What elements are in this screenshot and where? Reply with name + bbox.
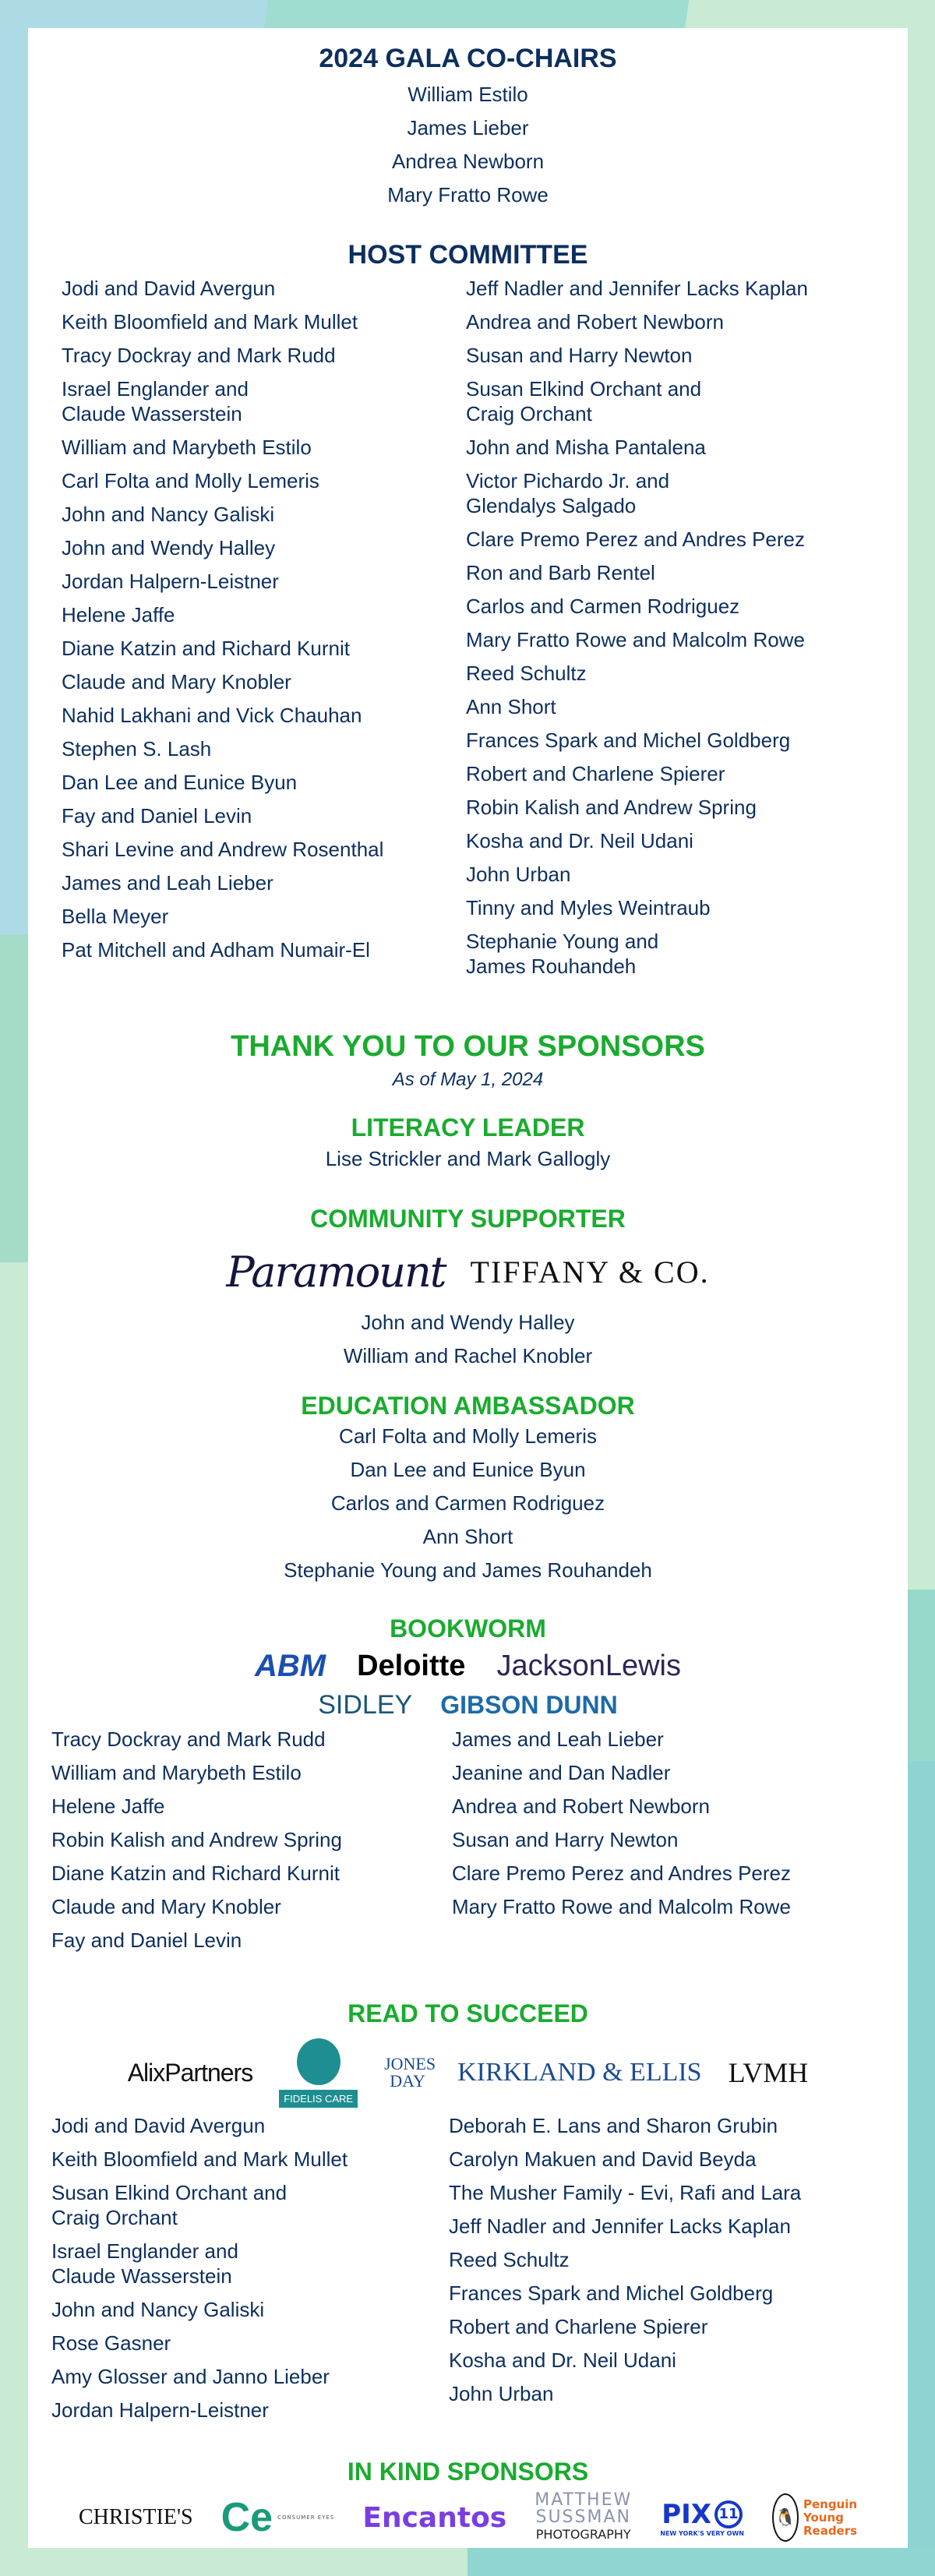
list-item: Tracy Dockray and Mark Rudd	[62, 344, 336, 367]
list-item: Amy Glosser and Janno Lieber	[51, 2365, 330, 2388]
list-item: Jeff Nadler and Jennifer Lacks Kaplan	[466, 277, 808, 300]
ms-line-1: MATTHEW	[535, 2490, 633, 2510]
sponsor-name: William and Rachel Knobler	[343, 1344, 593, 1367]
fidelis-care-text: FIDELIS CARE	[279, 2090, 358, 2108]
list-item: Nahid Lakhani and Vick Chauhan	[62, 704, 362, 727]
list-item: Robert and Charlene Spierer	[449, 2315, 708, 2338]
deloitte-logo: Deloitte	[357, 1649, 466, 1682]
list-item: Kosha and Dr. Neil Udani	[466, 829, 693, 852]
cochairs-list	[28, 78, 908, 212]
list-item: Carl Folta and Molly Lemeris	[62, 469, 319, 492]
lvmh-logo: LVMH	[728, 2057, 809, 2088]
host-committee-title: HOST COMMITTEE	[348, 240, 588, 270]
education-ambassador-title: EDUCATION AMBASSADOR	[301, 1392, 635, 1420]
list-item: Reed Schultz	[449, 2248, 570, 2271]
pix-text: PIX	[662, 2498, 711, 2530]
as-of-date: As of May 1, 2024	[392, 1069, 544, 1090]
list-item: Jordan Halpern-Leistner	[62, 570, 279, 593]
tiffany-logo: TIFFANY & CO.	[470, 1254, 710, 1290]
list-item: Carlos and Carmen Rodriguez	[466, 595, 740, 618]
in-kind-sponsors-title: IN KIND SPONSORS	[347, 2458, 589, 2486]
list-item: John Urban	[466, 863, 571, 886]
list-item: John and Nancy Galiski	[62, 503, 275, 526]
list-item: John and Nancy Galiski	[51, 2298, 265, 2321]
abm-logo: ABM	[254, 1648, 326, 1683]
list-item: Clare Premo Perez and Andres Perez	[452, 1861, 791, 1885]
eleven-circle: 11	[714, 2500, 743, 2528]
bookworm-logos-row-1	[28, 1646, 908, 1686]
literacy-leader-list	[28, 1142, 908, 1176]
fidelis-figure-icon	[297, 2038, 340, 2085]
list-item: Jordan Halpern-Leistner	[51, 2398, 269, 2422]
list-item: Carolyn Makuen and David Beyda	[449, 2147, 757, 2171]
alixpartners-logo: AlixPartners	[127, 2058, 253, 2087]
penguin-line-2: Young	[803, 2510, 844, 2525]
list-item: James and Leah Lieber	[62, 871, 273, 895]
ms-line-2: SUSSMAN	[535, 2507, 631, 2527]
list-item: Claude and Mary Knobler	[62, 670, 291, 693]
list-item: Keith Bloomfield and Mark Mullet	[51, 2147, 348, 2171]
list-item: Bella Meyer	[62, 905, 169, 928]
list-item: Tinny and Myles Weintraub	[466, 896, 711, 919]
penguin-text	[803, 2498, 857, 2538]
list-item: Israel Englander and Claude Wasserstein	[62, 377, 249, 425]
sponsor-name: Dan Lee and Eunice Byun	[350, 1458, 586, 1481]
sponsors-title: THANK YOU TO OUR SPONSORS	[231, 1030, 705, 1063]
penguin-line-1: Penguin	[803, 2497, 858, 2511]
christies-logo: CHRISTIE'S	[78, 2505, 193, 2529]
jacksonlewis-logo: JacksonLewis	[496, 1649, 681, 1682]
cochair-name: Andrea Newborn	[391, 150, 545, 173]
sidley-logo: SIDLEY	[318, 1689, 413, 1720]
in-kind-logos	[28, 2490, 908, 2545]
sponsor-name: Stephanie Young and James Rouhandeh	[284, 1558, 652, 1582]
list-item: Susan Elkind Orchant and Craig Orchant	[51, 2181, 288, 2229]
list-item: Mary Fratto Rowe and Malcolm Rowe	[452, 1895, 791, 1918]
list-item: James and Leah Lieber	[452, 1727, 664, 1751]
sponsor-name: Ann Short	[422, 1525, 513, 1548]
sponsor-name: John and Wendy Halley	[361, 1311, 575, 1334]
list-item: Jodi and David Avergun	[62, 277, 276, 300]
list-item: William and Marybeth Estilo	[62, 436, 312, 459]
list-item: Fay and Daniel Levin	[62, 804, 252, 827]
pix11-tagline: NEW YORK'S VERY OWN	[660, 2529, 744, 2537]
list-item: John and Misha Pantalena	[466, 436, 706, 459]
ms-line-3: PHOTOGRAPHY	[535, 2527, 631, 2542]
paramount-logo: Paramount	[226, 1247, 446, 1297]
read-to-succeed-left-column	[51, 2113, 441, 2431]
list-item: Robert and Charlene Spierer	[466, 762, 725, 785]
fidelis-care-logo	[279, 2038, 358, 2108]
list-item: Israel Englander and Claude Wasserstein	[51, 2239, 238, 2288]
penguin-line-3: Readers	[803, 2523, 858, 2538]
list-item: Andrea and Robert Newborn	[466, 310, 724, 333]
pix11-logo	[660, 2499, 744, 2537]
list-item: Susan Elkind Orchant and Craig Orchant	[466, 377, 702, 425]
list-item: John and Wendy Halley	[62, 536, 276, 559]
list-item: Diane Katzin and Richard Kurnit	[62, 637, 350, 660]
list-item: Ann Short	[466, 695, 556, 718]
list-item: Frances Spark and Michel Goldberg	[449, 2281, 774, 2305]
cochair-name: Mary Fratto Rowe	[387, 183, 549, 206]
bookworm-right-column	[452, 1727, 888, 1928]
education-ambassador-list	[28, 1420, 908, 1587]
list-item: Robin Kalish and Andrew Spring	[51, 1828, 342, 1851]
list-item: Pat Mitchell and Adham Numair-El	[62, 938, 370, 962]
sponsor-name: Carl Folta and Molly Lemeris	[339, 1424, 597, 1448]
list-item: Andrea and Robert Newborn	[452, 1794, 710, 1818]
list-item: Deborah E. Lans and Sharon Grubin	[449, 2114, 778, 2137]
consumer-eyes-logo	[221, 2494, 335, 2541]
list-item: Helene Jaffe	[51, 1794, 165, 1818]
list-item: Claude and Mary Knobler	[51, 1895, 281, 1918]
list-item: Jeff Nadler and Jennifer Lacks Kaplan	[449, 2214, 791, 2238]
bookworm-left-column	[51, 1727, 441, 1961]
cochair-name: William Estilo	[408, 83, 528, 106]
list-item: Helene Jaffe	[62, 603, 175, 626]
list-item: Diane Katzin and Richard Kurnit	[51, 1861, 340, 1885]
matthew-sussman-logo	[535, 2492, 632, 2543]
sponsor-name: Lise Strickler and Mark Gallogly	[325, 1147, 611, 1170]
community-supporter-logos	[28, 1240, 908, 1303]
list-item: Mary Fratto Rowe and Malcolm Rowe	[466, 628, 805, 651]
cochair-name: James Lieber	[407, 116, 529, 139]
pix11-mark	[662, 2499, 743, 2530]
kirkland-ellis-logo: KIRKLAND & ELLIS	[457, 2058, 702, 2087]
ce-mark-icon: Ce	[221, 2495, 273, 2540]
read-to-succeed-logos	[28, 2034, 908, 2112]
list-item: Kosha and Dr. Neil Udani	[449, 2348, 676, 2372]
literacy-leader-title: LITERACY LEADER	[351, 1113, 585, 1142]
list-item: Clare Premo Perez and Andres Perez	[466, 528, 805, 551]
bookworm-logos-row-2	[28, 1688, 908, 1722]
encantos-logo: Encantos	[362, 2501, 507, 2534]
list-item: The Musher Family - Evi, Rafi and Lara	[449, 2181, 802, 2204]
list-item: Stephen S. Lash	[62, 737, 212, 760]
read-to-succeed-title: READ TO SUCCEED	[348, 1999, 588, 2027]
list-item: Shari Levine and Andrew Rosenthal	[62, 838, 384, 861]
list-item: Victor Pichardo Jr. and Glendalys Salgado	[466, 469, 670, 517]
list-item: Dan Lee and Eunice Byun	[62, 771, 298, 794]
penguin-young-readers-logo	[772, 2493, 857, 2542]
consumer-eyes-text: CONSUMER EYES	[277, 2514, 335, 2521]
list-item: Reed Schultz	[466, 662, 587, 685]
bookworm-title: BOOKWORM	[390, 1614, 546, 1643]
community-supporter-title: COMMUNITY SUPPORTER	[310, 1205, 626, 1233]
host-committee-left-column	[62, 276, 451, 971]
list-item: Tracy Dockray and Mark Rudd	[51, 1727, 326, 1751]
list-item: John Urban	[449, 2382, 554, 2405]
gibson-dunn-logo: GIBSON DUNN	[440, 1690, 618, 1719]
host-committee-right-column	[466, 276, 902, 987]
jones-day-logo: JONES DAY	[384, 2054, 436, 2091]
list-item: Frances Spark and Michel Goldberg	[466, 729, 791, 752]
sponsor-name: Carlos and Carmen Rodriguez	[330, 1491, 605, 1515]
list-item: Rose Gasner	[51, 2331, 171, 2355]
list-item: Jeanine and Dan Nadler	[452, 1761, 671, 1784]
list-item: Robin Kalish and Andrew Spring	[466, 796, 757, 819]
list-item: Stephanie Young and James Rouhandeh	[466, 930, 659, 978]
list-item: Fay and Daniel Levin	[51, 1928, 242, 1952]
list-item: William and Marybeth Estilo	[51, 1761, 302, 1784]
list-item: Jodi and David Avergun	[51, 2114, 266, 2137]
list-item: Keith Bloomfield and Mark Mullet	[62, 310, 358, 333]
content-card	[28, 28, 908, 2548]
list-item: Susan and Harry Newton	[466, 344, 693, 367]
list-item: Ron and Barb Rentel	[466, 561, 655, 584]
cochairs-title: 2024 GALA CO-CHAIRS	[319, 44, 617, 73]
community-supporter-list	[28, 1306, 908, 1373]
read-to-succeed-right-column	[449, 2113, 901, 2415]
list-item: Susan and Harry Newton	[452, 1828, 679, 1851]
penguin-icon: 🐧	[772, 2493, 799, 2542]
